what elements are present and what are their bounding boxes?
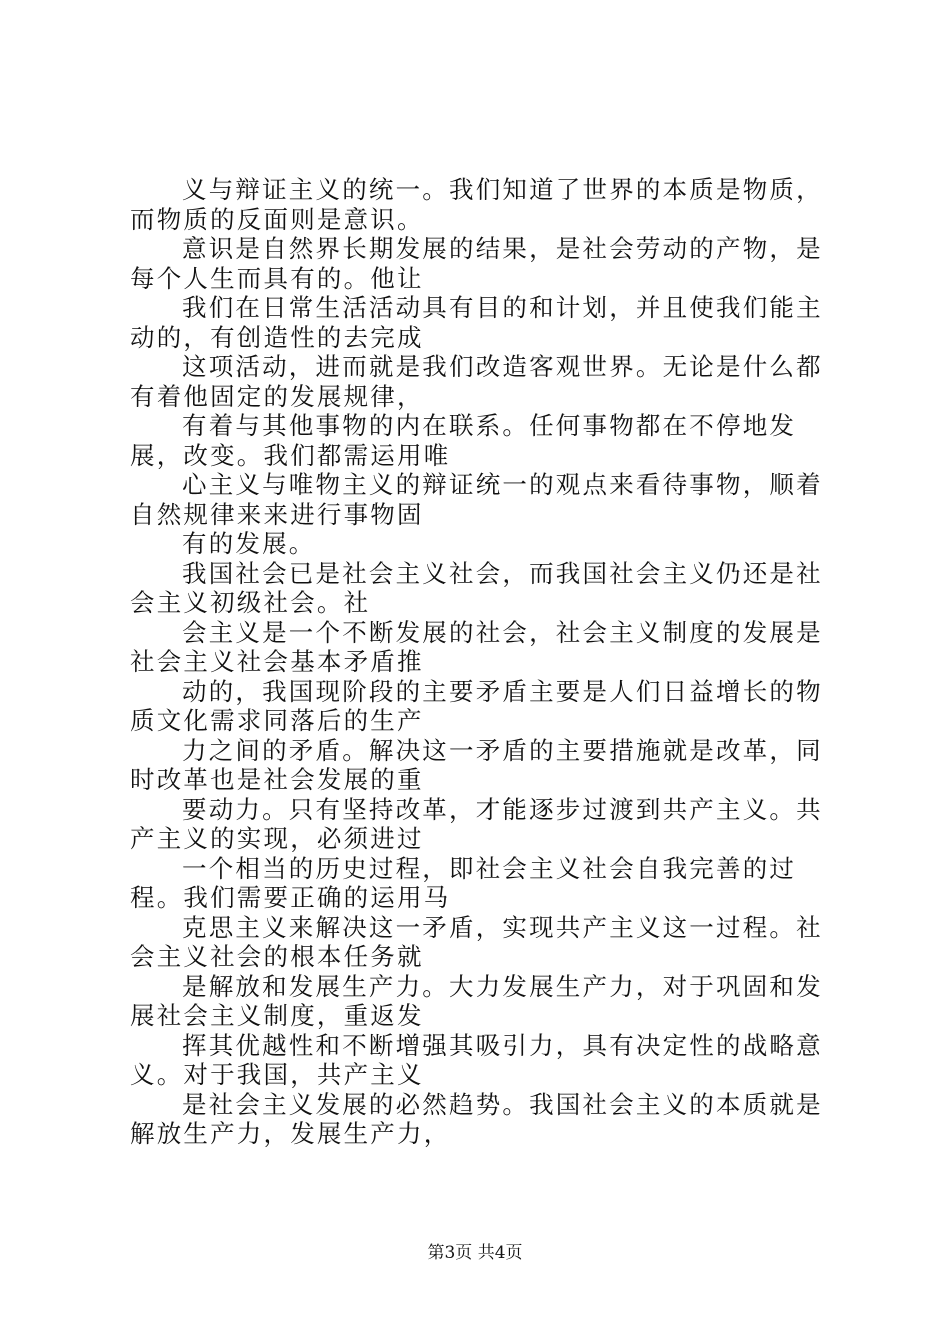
paragraph: 挥其优越性和不断增强其吸引力，具有决定性的战略意义。对于我国，共产主义 (130, 1030, 823, 1089)
paragraph: 我国社会已是社会主义社会，而我国社会主义仍还是社会主义初级社会。社 (130, 558, 823, 617)
paragraph: 克思主义来解决这一矛盾，实现共产主义这一过程。社会主义社会的根本任务就 (130, 912, 823, 971)
paragraph: 意识是自然界长期发展的结果，是社会劳动的产物，是每个人生而具有的。他让 (130, 234, 823, 293)
paragraph: 会主义是一个不断发展的社会，社会主义制度的发展是社会主义社会基本矛盾推 (130, 617, 823, 676)
paragraph: 是解放和发展生产力。大力发展生产力，对于巩固和发展社会主义制度，重返发 (130, 971, 823, 1030)
paragraph: 有的发展。 (182, 529, 316, 558)
paragraph: 这项活动，进而就是我们改造客观世界。无论是什么都有着他固定的发展规律， (130, 352, 823, 411)
paragraph: 一个相当的历史过程，即社会主义社会自我完善的过程。我们需要正确的运用马 (130, 853, 797, 912)
page-number-footer: 第3页 共4页 (427, 1243, 523, 1263)
paragraph: 心主义与唯物主义的辩证统一的观点来看待事物，顺着自然规律来来进行事物固 (130, 470, 823, 529)
paragraph: 是社会主义发展的必然趋势。我国社会主义的本质就是解放生产力，发展生产力， (130, 1089, 823, 1148)
paragraph: 力之间的矛盾。解决这一矛盾的主要措施就是改革，同时改革也是社会发展的重 (130, 735, 823, 794)
document-body (130, 175, 830, 1149)
paragraph: 有着与其他事物的内在联系。任何事物都在不停地发展，改变。我们都需运用唯 (130, 411, 797, 470)
paragraph: 我们在日常生活活动具有目的和计划，并且使我们能主动的，有创造性的去完成 (130, 293, 823, 352)
paragraph: 动的，我国现阶段的主要矛盾主要是人们日益增长的物质文化需求同落后的生产 (130, 676, 823, 735)
paragraph: 要动力。只有坚持改革，才能逐步过渡到共产主义。共产主义的实现，必须进过 (130, 794, 823, 853)
paragraph: 义与辩证主义的统一。我们知道了世界的本质是物质，而物质的反面则是意识。 (130, 175, 823, 234)
